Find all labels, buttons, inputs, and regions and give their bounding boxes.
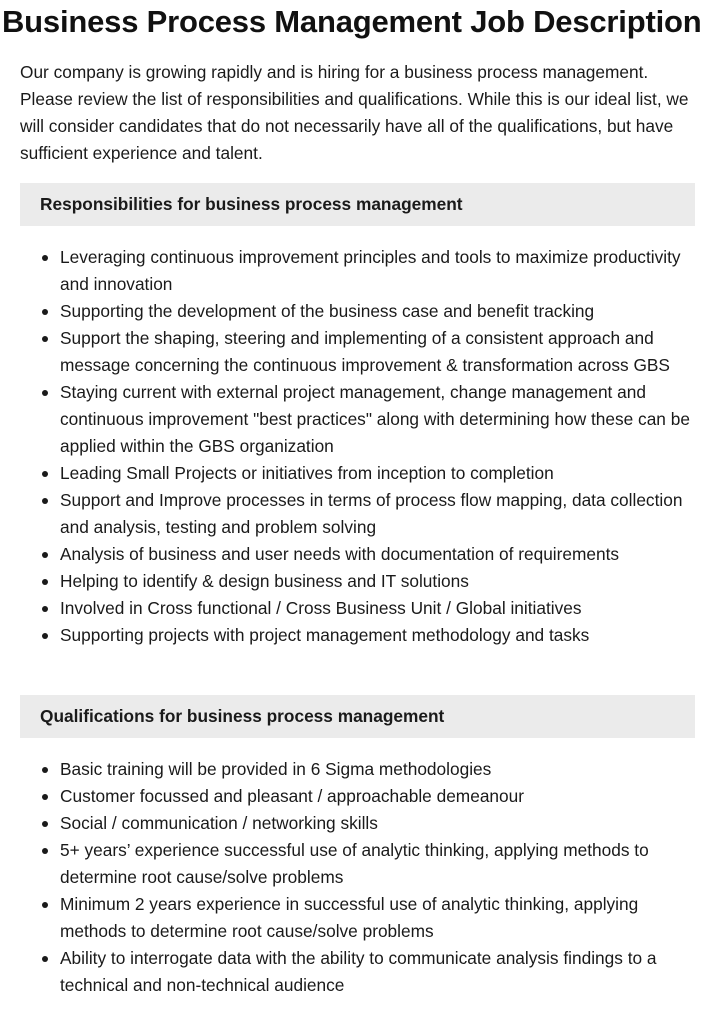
list-item: Supporting the development of the business case and benefit tracking [60,298,700,325]
list-item: Leveraging continuous improvement principles and tools to maximize productivity and innovation [60,244,700,298]
list-item: Ability to interrogate data with the ability to communicate analysis findings to a technical and non-technical audience [60,945,700,999]
list-item: Involved in Cross functional / Cross Business Unit / Global initiatives [60,595,700,622]
list-item: Analysis of business and user needs with documentation of requirements [60,541,700,568]
list-item: Social / communication / networking skills [60,810,700,837]
list-item: Minimum 2 years experience in successful use of analytic thinking, applying methods to determine root cause/solve problems [60,891,700,945]
list-item: Leading Small Projects or initiatives from inception to completion [60,460,700,487]
responsibilities-heading: Responsibilities for business process management [20,183,695,226]
qualifications-list [20,756,700,999]
qualifications-heading: Qualifications for business process management [20,695,695,738]
list-item: Supporting projects with project management methodology and tasks [60,622,700,649]
intro-paragraph: Our company is growing rapidly and is hiring for a business process management. Please review the list of responsibilities and qualifications. While this is our ideal list, we will consider candidates that do not necessarily have all of the qualifications, but have sufficient experience and talent. [20,62,689,163]
list-item: 5+ years’ experience successful use of analytic thinking, applying methods to determine root cause/solve problems [60,837,700,891]
list-item: Staying current with external project management, change management and continuous improvement "best practices" along with determining how these can be applied within the GBS organization [60,379,700,460]
list-item: Helping to identify & design business and IT solutions [60,568,700,595]
list-item: Support the shaping, steering and implementing of a consistent approach and message concerning the continuous improvement & transformation across GBS [60,325,700,379]
list-item: Support and Improve processes in terms of process flow mapping, data collection and analysis, testing and problem solving [60,487,700,541]
list-item: Customer focussed and pleasant / approachable demeanour [60,783,700,810]
list-item: Basic training will be provided in 6 Sigma methodologies [60,756,700,783]
page-title: Business Process Management Job Description [2,4,702,39]
responsibilities-list [20,244,700,649]
